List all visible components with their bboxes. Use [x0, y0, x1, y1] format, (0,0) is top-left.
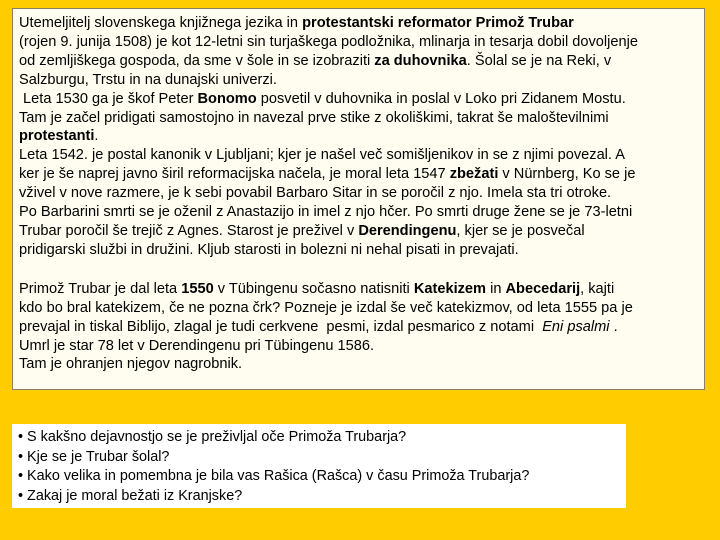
- question-item: • Kako velika in pomembna je bila vas Rašica (Rašca) v času Primoža Trubarja?: [18, 467, 620, 487]
- text-line: (rojen 9. junija 1508) je kot 12-letni sin turjaškega podložnika, mlinarja in tesarja dobil dovoljenje: [19, 33, 638, 50]
- text-line: protestanti.: [19, 128, 99, 145]
- question-item: • S kakšno dejavnostjo se je preživljal oče Primoža Trubarja?: [18, 428, 620, 448]
- text-line: Leta 1530 ga je škof Peter Bonomo posvetil v duhovnika in poslal v Loko pri Zidanem Mostu.: [19, 90, 626, 107]
- text-line: Trubar poročil še trejič z Agnes. Starost je preživel v Derendingenu, kjer se je posvečal: [19, 222, 585, 239]
- question-item: • Zakaj je moral bežati iz Kranjske?: [18, 487, 620, 507]
- text-line: Salzburgu, Trstu in na dunajski univerzi.: [19, 71, 277, 88]
- text-line: Leta 1542. je postal kanonik v Ljubljani; kjer je našel več somišljenikov in se z njimi povezal. A: [19, 147, 625, 164]
- questions-panel: [12, 424, 626, 508]
- paragraph-biography: [19, 14, 698, 260]
- text-line: Utemeljitelj slovenskega knjižnega jezika in protestantski reformator Primož Trubar: [19, 15, 574, 31]
- text-line: pridigarski službi in družini. Kljub starosti in bolezni ni nehal pisati in prevajati.: [19, 241, 519, 258]
- text-line: od zemljiškega gospoda, da sme v šole in se izobraziti za duhovnika. Šolal se je na Reki, v: [19, 52, 612, 69]
- text-panel: [12, 8, 705, 390]
- question-item: • Kje se je Trubar šolal?: [18, 448, 620, 468]
- text-line: vživel v nove razmere, je k sebi povabil Barbaro Sitar in se poročil z njo. Imela sta tri otroke.: [19, 185, 612, 202]
- text-line: kdo bo bral katekizem, če ne pozna črk? Pozneje je izdal še več katekizmov, od leta 1555 pa je: [19, 299, 633, 316]
- paragraph-gap: [19, 260, 698, 280]
- text-line: Tam je ohranjen njegov nagrobnik.: [19, 356, 243, 373]
- text-line: Po Barbarini smrti se je oženil z Anastazijo in imel z njo hčer. Po smrti druge žene se je 73-letni: [19, 204, 633, 221]
- paragraph-works: [19, 280, 698, 375]
- text-line: Primož Trubar je dal leta 1550 v Tübingenu sočasno natisniti Katekizem in Abecedarij, kajti: [19, 280, 615, 297]
- text-line: Tam je začel pridigati samostojno in navezal prve stike z okoliškimi, takrat še maloštevilnimi: [19, 109, 609, 126]
- text-line: ker je še naprej javno širil reformacijska načela, je moral leta 1547 zbežati v Nürnberg, Ko se je: [19, 166, 636, 183]
- text-line: prevajal in tiskal Biblijo, zlagal je tudi cerkvene pesmi, izdal pesmarico z notami Eni psalmi .: [19, 318, 618, 335]
- text-line: Umrl je star 78 let v Derendingenu pri Tübingenu 1586.: [19, 337, 375, 354]
- questions-list: [18, 428, 620, 506]
